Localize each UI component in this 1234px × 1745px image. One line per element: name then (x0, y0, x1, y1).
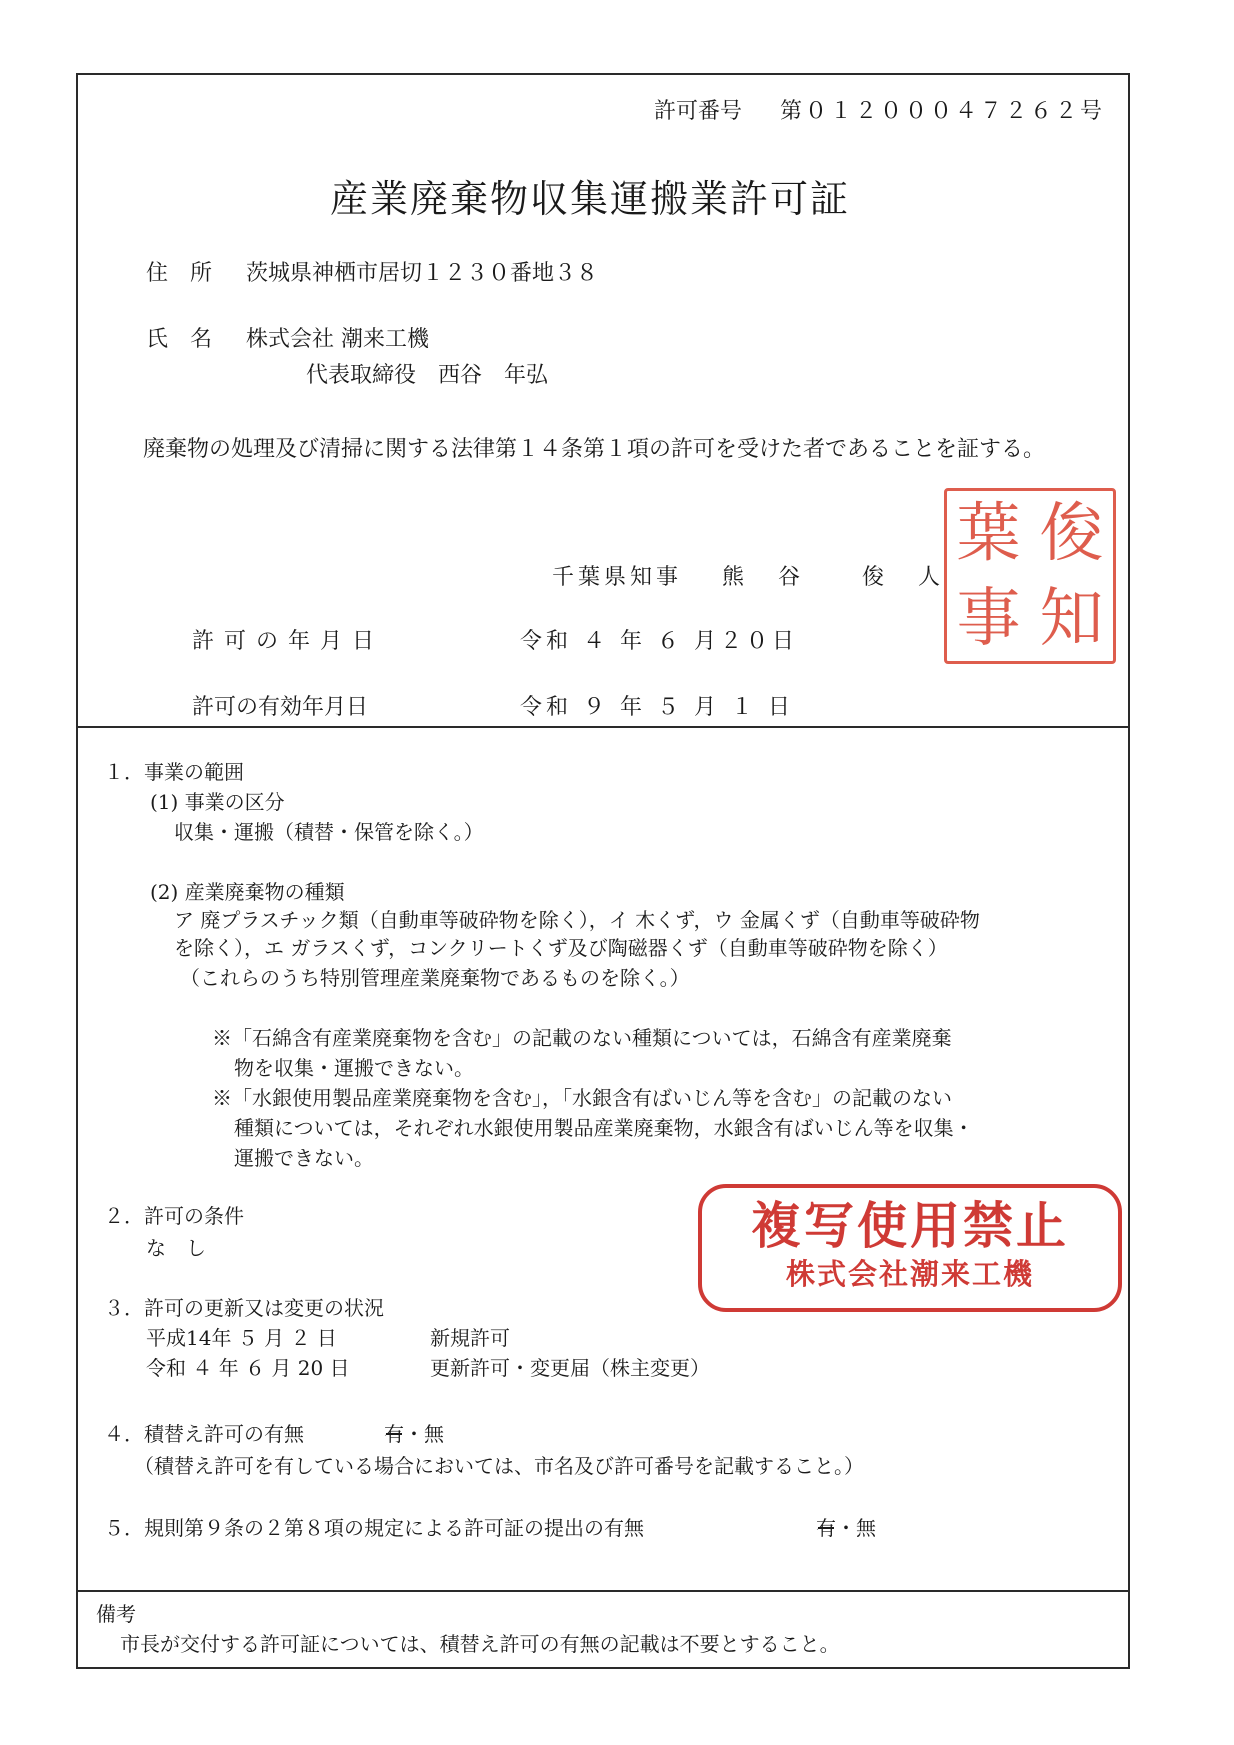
address-value: 茨城県神栖市居切１２３０番地３８ (246, 261, 599, 286)
choice-nashi: 無 (856, 1516, 876, 1540)
address-label: 住 所 (146, 261, 213, 286)
section1-sub1-heading: (1) 事業の区分 (150, 790, 285, 814)
permit-number: 第０１２０００４７２６２号 (780, 99, 1106, 124)
section5-heading: ５．規則第９条の２第８項の規定による許可証の提出の有無 (104, 1516, 644, 1540)
section1-heading: １．事業の範囲 (104, 760, 244, 784)
seal-char: 事 (956, 581, 1021, 656)
submission-choice (816, 1512, 876, 1541)
valid-until: 令和 ９ 年 ５ 月 １ 日 (520, 695, 794, 720)
stamp-company-text: 株式会社潮来工機 (785, 1257, 1034, 1291)
waste-types-line1: ア 廃プラスチック類（自動車等破砕物を除く），イ 木くず，ウ 金属くず（自動車等破砕物 (174, 908, 980, 932)
seal-char: 知 (1039, 581, 1104, 656)
waste-types-line3: （これらのうち特別管理産業廃棄物であるものを除く。） (180, 966, 690, 990)
permit-date-label: 許可の年月日 (192, 629, 385, 654)
name-label: 氏 名 (146, 327, 213, 352)
choice-separator: ・ (404, 1422, 424, 1446)
transshipment-choice (384, 1418, 444, 1447)
mercury-note-line3: 運搬できない。 (234, 1146, 374, 1170)
permit-number-label: 許可番号 (654, 99, 743, 124)
remarks-label: 備考 (96, 1602, 136, 1626)
divider-upper (76, 726, 1130, 728)
seal-char: 俊 (1039, 496, 1104, 571)
page-title: 産業廃棄物収集運搬業許可証 (330, 177, 851, 221)
renewal-row-event: 更新許可・変更届（株主変更） (430, 1356, 710, 1380)
valid-until-label: 許可の有効年月日 (192, 695, 369, 720)
section3-heading: ３．許可の更新又は変更の状況 (104, 1296, 384, 1320)
mercury-note-line2: 種類については，それぞれ水銀使用製品産業廃棄物，水銀含有ばいじん等を収集・ (234, 1116, 974, 1140)
choice-ari-struck: 有 (816, 1512, 836, 1541)
section1-sub2-heading: (2) 産業廃棄物の種類 (150, 880, 345, 904)
stamp-main-text: 複写使用禁止 (751, 1197, 1069, 1255)
renewal-row-event: 新規許可 (430, 1326, 510, 1350)
governor-seal (944, 488, 1116, 664)
divider-remarks (76, 1590, 1130, 1592)
renewal-row-date: 平成14年 ５ 月 ２ 日 (146, 1326, 337, 1350)
choice-ari-struck: 有 (384, 1418, 404, 1447)
asbestos-note-line1: ※「石綿含有産業廃棄物を含む」の記載のない種類については，石綿含有産業廃棄 (212, 1026, 952, 1050)
waste-types-line2: を除く），エ ガラスくず，コンクリートくず及び陶磁器くず（自動車等破砕物を除く） (174, 936, 948, 960)
representative-name: 代表取締役 西谷 年弘 (306, 363, 549, 388)
certification-statement: 廃棄物の処理及び清掃に関する法律第１４条第１項の許可を受けた者であることを証する。 (143, 437, 1046, 462)
remarks-body: 市長が交付する許可証については、積替え許可の有無の記載は不要とすること。 (120, 1632, 840, 1656)
copy-prohibited-stamp (698, 1184, 1122, 1312)
section4-note: （積替え許可を有している場合においては、市名及び許可番号を記載すること。） (134, 1454, 864, 1478)
section4-heading: ４．積替え許可の有無 (104, 1422, 304, 1446)
choice-separator: ・ (836, 1516, 856, 1540)
permit-date: 令和 ４ 年 ６ 月２０日 (520, 629, 798, 654)
renewal-row-date: 令和 ４ 年 ６ 月 20 日 (146, 1356, 350, 1380)
section2-heading: ２．許可の条件 (104, 1204, 244, 1228)
issuer-title: 千葉県知事 (552, 565, 683, 590)
mercury-note-line1: ※「水銀使用製品産業廃棄物を含む」，「水銀含有ばいじん等を含む」の記載のない (212, 1086, 952, 1110)
asbestos-note-line2: 物を収集・運搬できない。 (234, 1056, 474, 1080)
section2-body: な し (146, 1236, 206, 1260)
issuer-name: 熊 谷 俊 人 (722, 565, 947, 590)
section1-sub1-body: 収集・運搬（積替・保管を除く。） (174, 820, 484, 844)
choice-nashi: 無 (424, 1422, 444, 1446)
company-name: 株式会社 潮来工機 (246, 327, 429, 352)
seal-char: 葉 (956, 496, 1021, 571)
